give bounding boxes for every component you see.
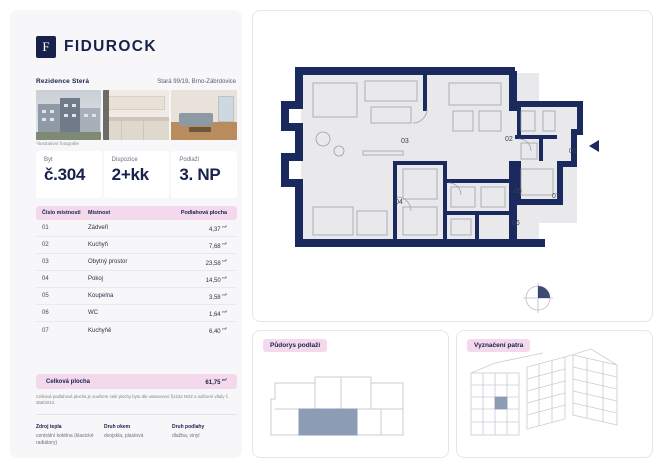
table-row <box>36 254 237 271</box>
summary-value: 2+kk <box>111 165 149 184</box>
photo-disclaimer: *ilustrativní fotografie <box>36 141 79 146</box>
divider <box>36 414 237 415</box>
highlighted-unit <box>299 409 357 435</box>
plan-label-01: 01 <box>569 148 577 155</box>
cell-area: 6,40 $^{m^2}$ <box>208 326 227 335</box>
table-row <box>36 305 237 322</box>
cell-number: 06 <box>42 310 49 316</box>
column-header-room: Místnost <box>88 210 111 216</box>
summary-box-layout <box>104 151 170 198</box>
plan-label-04: 04 <box>395 199 403 206</box>
cell-room: Kuchyň <box>88 242 109 248</box>
residence-name: Rezidence Sterá <box>36 78 90 85</box>
table-row <box>36 288 237 305</box>
cell-number: 07 <box>42 327 49 334</box>
compass-icon <box>521 281 555 315</box>
cell-room: Kuchyňě <box>88 327 112 334</box>
spec-value: dlažba, vinyl <box>172 433 200 439</box>
cell-room: Zádveří <box>88 225 109 231</box>
cell-room: Pokoj <box>88 276 104 282</box>
cell-number: 03 <box>42 259 49 265</box>
cell-number: 01 <box>42 225 49 231</box>
plan-label-06: 06 <box>512 220 520 227</box>
brand-name: FIDUROCK <box>64 38 157 55</box>
specs-list <box>36 424 237 447</box>
spec-key: Zdroj tepla <box>36 424 62 430</box>
legal-note: Celková podlahová plocha je součtem celé plochy bytu dle ustanovení §1222 NOZ a nařízení vlády č. 366/2013. <box>36 394 229 406</box>
table-row <box>36 271 237 288</box>
spec-heat-source <box>36 424 100 447</box>
total-area-value: 61,75 $^{m^2}$ <box>205 377 227 386</box>
brand-logo <box>36 36 157 58</box>
highlighted-floor <box>495 397 507 409</box>
cell-room: Obytný prostor <box>88 259 128 265</box>
summary-box-floor <box>171 151 237 198</box>
cell-room: WC <box>88 310 98 316</box>
total-area-label: Celková plocha <box>46 378 91 385</box>
summary-label: Podlaží <box>179 157 200 163</box>
cell-room: Koupelna <box>88 293 114 299</box>
table-row <box>36 220 237 237</box>
total-area-row <box>36 374 237 389</box>
spec-value: dvojskla, plastová <box>104 433 144 439</box>
spec-value: centrální kotélna (klasické radiátory) <box>36 433 94 446</box>
summary-label: Dispozice <box>111 157 138 163</box>
column-header-number: Číslo místnosti <box>42 210 81 216</box>
plan-label-05: 05 <box>514 188 522 195</box>
photo-gallery <box>36 90 237 140</box>
spec-key: Druh podlahy <box>172 424 205 430</box>
cell-area: 7,68 $^{m^2}$ <box>208 240 227 250</box>
summary-value: č.304 <box>44 165 86 184</box>
direction-marker-icon <box>589 140 599 152</box>
floor-plan-drawing[interactable] <box>253 11 653 322</box>
cell-number: 04 <box>42 276 49 282</box>
photo-exterior[interactable] <box>36 90 101 140</box>
plan-label-03: 03 <box>401 138 409 145</box>
cell-area: 1,64 $^{m^2}$ <box>208 308 227 318</box>
floor-layout-title: Půdorys podlaží <box>263 339 327 352</box>
summary-boxes <box>36 151 237 198</box>
building-floor-title: Vyznačení patra <box>467 339 530 352</box>
table-header-row <box>36 206 237 220</box>
building-floor-card <box>456 330 653 458</box>
floor-plan-card <box>252 10 653 322</box>
cell-area: 4,37 $^{m^2}$ <box>208 223 227 233</box>
summary-label: Byt <box>44 157 53 163</box>
spec-windows <box>104 424 168 447</box>
table-row <box>36 237 237 254</box>
plan-label-07: 07 <box>552 193 560 200</box>
cell-area: 3,58 $^{m^2}$ <box>208 291 227 301</box>
summary-value: 3. NP <box>179 165 221 184</box>
residence-address: Stará 99/19, Brno-Zábrdovice <box>157 79 236 85</box>
summary-box-unit <box>36 151 102 198</box>
room-table <box>36 206 237 339</box>
info-panel <box>10 10 242 458</box>
spec-flooring <box>172 424 236 447</box>
floor-layout-card <box>252 330 449 458</box>
column-header-area: Podlahová plocha <box>180 210 227 216</box>
cell-number: 02 <box>42 242 49 248</box>
building-axonometric-diagram[interactable] <box>457 345 654 455</box>
cell-area: 14,50 $^{m^2}$ <box>205 274 227 284</box>
table-row <box>36 322 237 339</box>
residence-header <box>36 78 236 85</box>
logo-mark-icon: F <box>36 36 56 58</box>
cell-area: 23,58 $^{m^2}$ <box>205 257 227 267</box>
floor-layout-diagram[interactable] <box>253 369 450 449</box>
cell-number: 05 <box>42 293 49 299</box>
spec-key: Druh okem <box>104 424 131 430</box>
plan-label-02: 02 <box>505 136 513 143</box>
photo-kitchen[interactable] <box>103 90 169 140</box>
photo-living-room[interactable] <box>171 90 237 140</box>
